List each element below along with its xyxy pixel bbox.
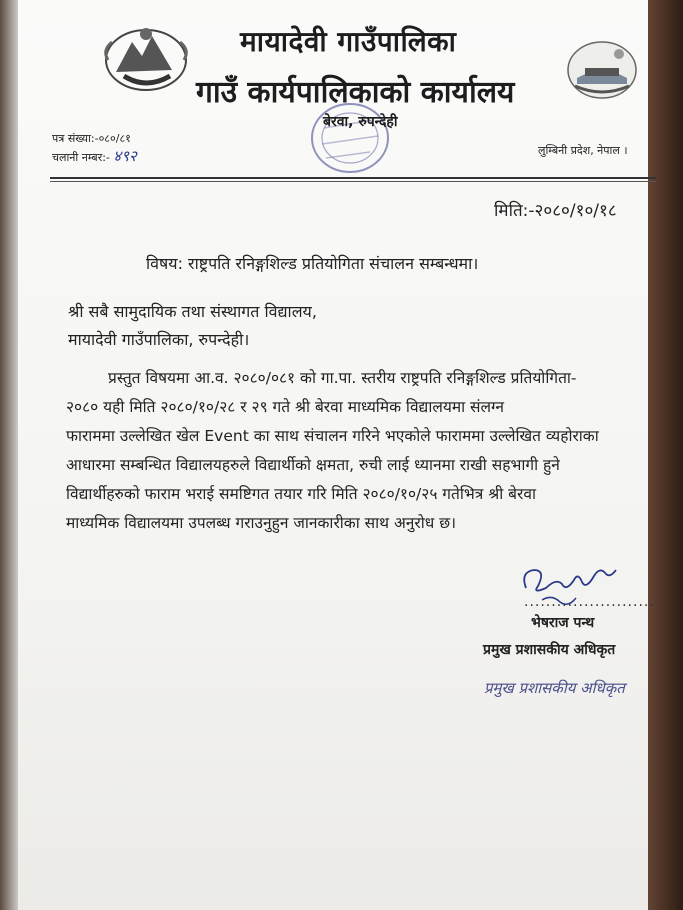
office-subtitle: गाउँ कार्यपालिकाको कार्यालय bbox=[196, 75, 515, 110]
dispatch-number-label: चलानी नम्बर:- bbox=[52, 151, 110, 164]
body-line-2: २०८० यही मिति २०८०/१०/२८ र २९ गते श्री बेरवा माध्यमिक विद्यालयमा संलग्न bbox=[66, 398, 504, 416]
letter-body bbox=[66, 364, 632, 538]
background-right-edge bbox=[643, 0, 683, 910]
dispatch-number bbox=[52, 146, 137, 166]
letter-date: मिति:-२०८०/१०/१८ bbox=[494, 201, 617, 221]
body-line-1: प्रस्तुत विषयमा आ.व. २०८०/०८१ को गा.पा. स्तरीय राष्ट्रपति रनिङ्गशिल्ड प्रतियोगिता- bbox=[108, 369, 577, 387]
dispatch-number-value: ४९२ bbox=[113, 147, 137, 165]
body-line-5: विद्यार्थीहरुको फाराम भराई समष्टिगत तयार गरि मिति २०८०/१०/२५ गतेभित्र श्री बेरवा bbox=[66, 485, 537, 503]
province-address: लुम्बिनी प्रदेश, नेपाल । bbox=[538, 144, 628, 157]
signature-line: ........................ bbox=[524, 594, 655, 610]
letter-subject: विषय: राष्ट्रपति रनिङ्गशिल्ड प्रतियोगिता संचालन सम्बन्धमा। bbox=[146, 254, 479, 273]
addressee-line-1: श्री सबै सामुदायिक तथा संस्थागत विद्यालय, bbox=[68, 302, 317, 321]
nepal-emblem-icon bbox=[98, 20, 194, 96]
letter-number: पत्र संख्या:-०८०/८१ bbox=[52, 132, 131, 145]
signatory-title: प्रमुख प्रशासकीय अधिकृत bbox=[483, 642, 616, 658]
municipality-seal-icon bbox=[563, 38, 641, 102]
body-line-6: माध्यमिक विद्यालयमा उपलब्ध गराउनुहुन जानकारीका साथ अनुरोध छ। bbox=[66, 514, 456, 532]
signatory-name: भेषराज पन्थ bbox=[531, 615, 595, 631]
signatory-stamp: प्रमुख प्रशासकीय अधिकृत bbox=[484, 679, 625, 697]
body-line-3: फाराममा उल्लेखित खेल Event का साथ संचालन गरिने भएकोले फाराममा उल्लेखित व्यहोराका bbox=[66, 427, 599, 445]
header-divider bbox=[50, 177, 656, 179]
body-line-4: आधारमा सम्बन्धित विद्यालयहरुले विद्यार्थीको क्षमता, रुची लाई ध्यानमा राखी सहभागी हुने bbox=[66, 456, 560, 474]
letter-page bbox=[18, 0, 655, 910]
office-round-stamp bbox=[304, 98, 424, 176]
header-divider-thin bbox=[50, 181, 656, 182]
addressee-line-2: मायादेवी गाउँपालिका, रुपन्देही। bbox=[68, 330, 250, 349]
office-name: मायादेवी गाउँपालिका bbox=[240, 25, 457, 58]
office-location: बेरवा, रुपन्देही bbox=[323, 114, 398, 130]
